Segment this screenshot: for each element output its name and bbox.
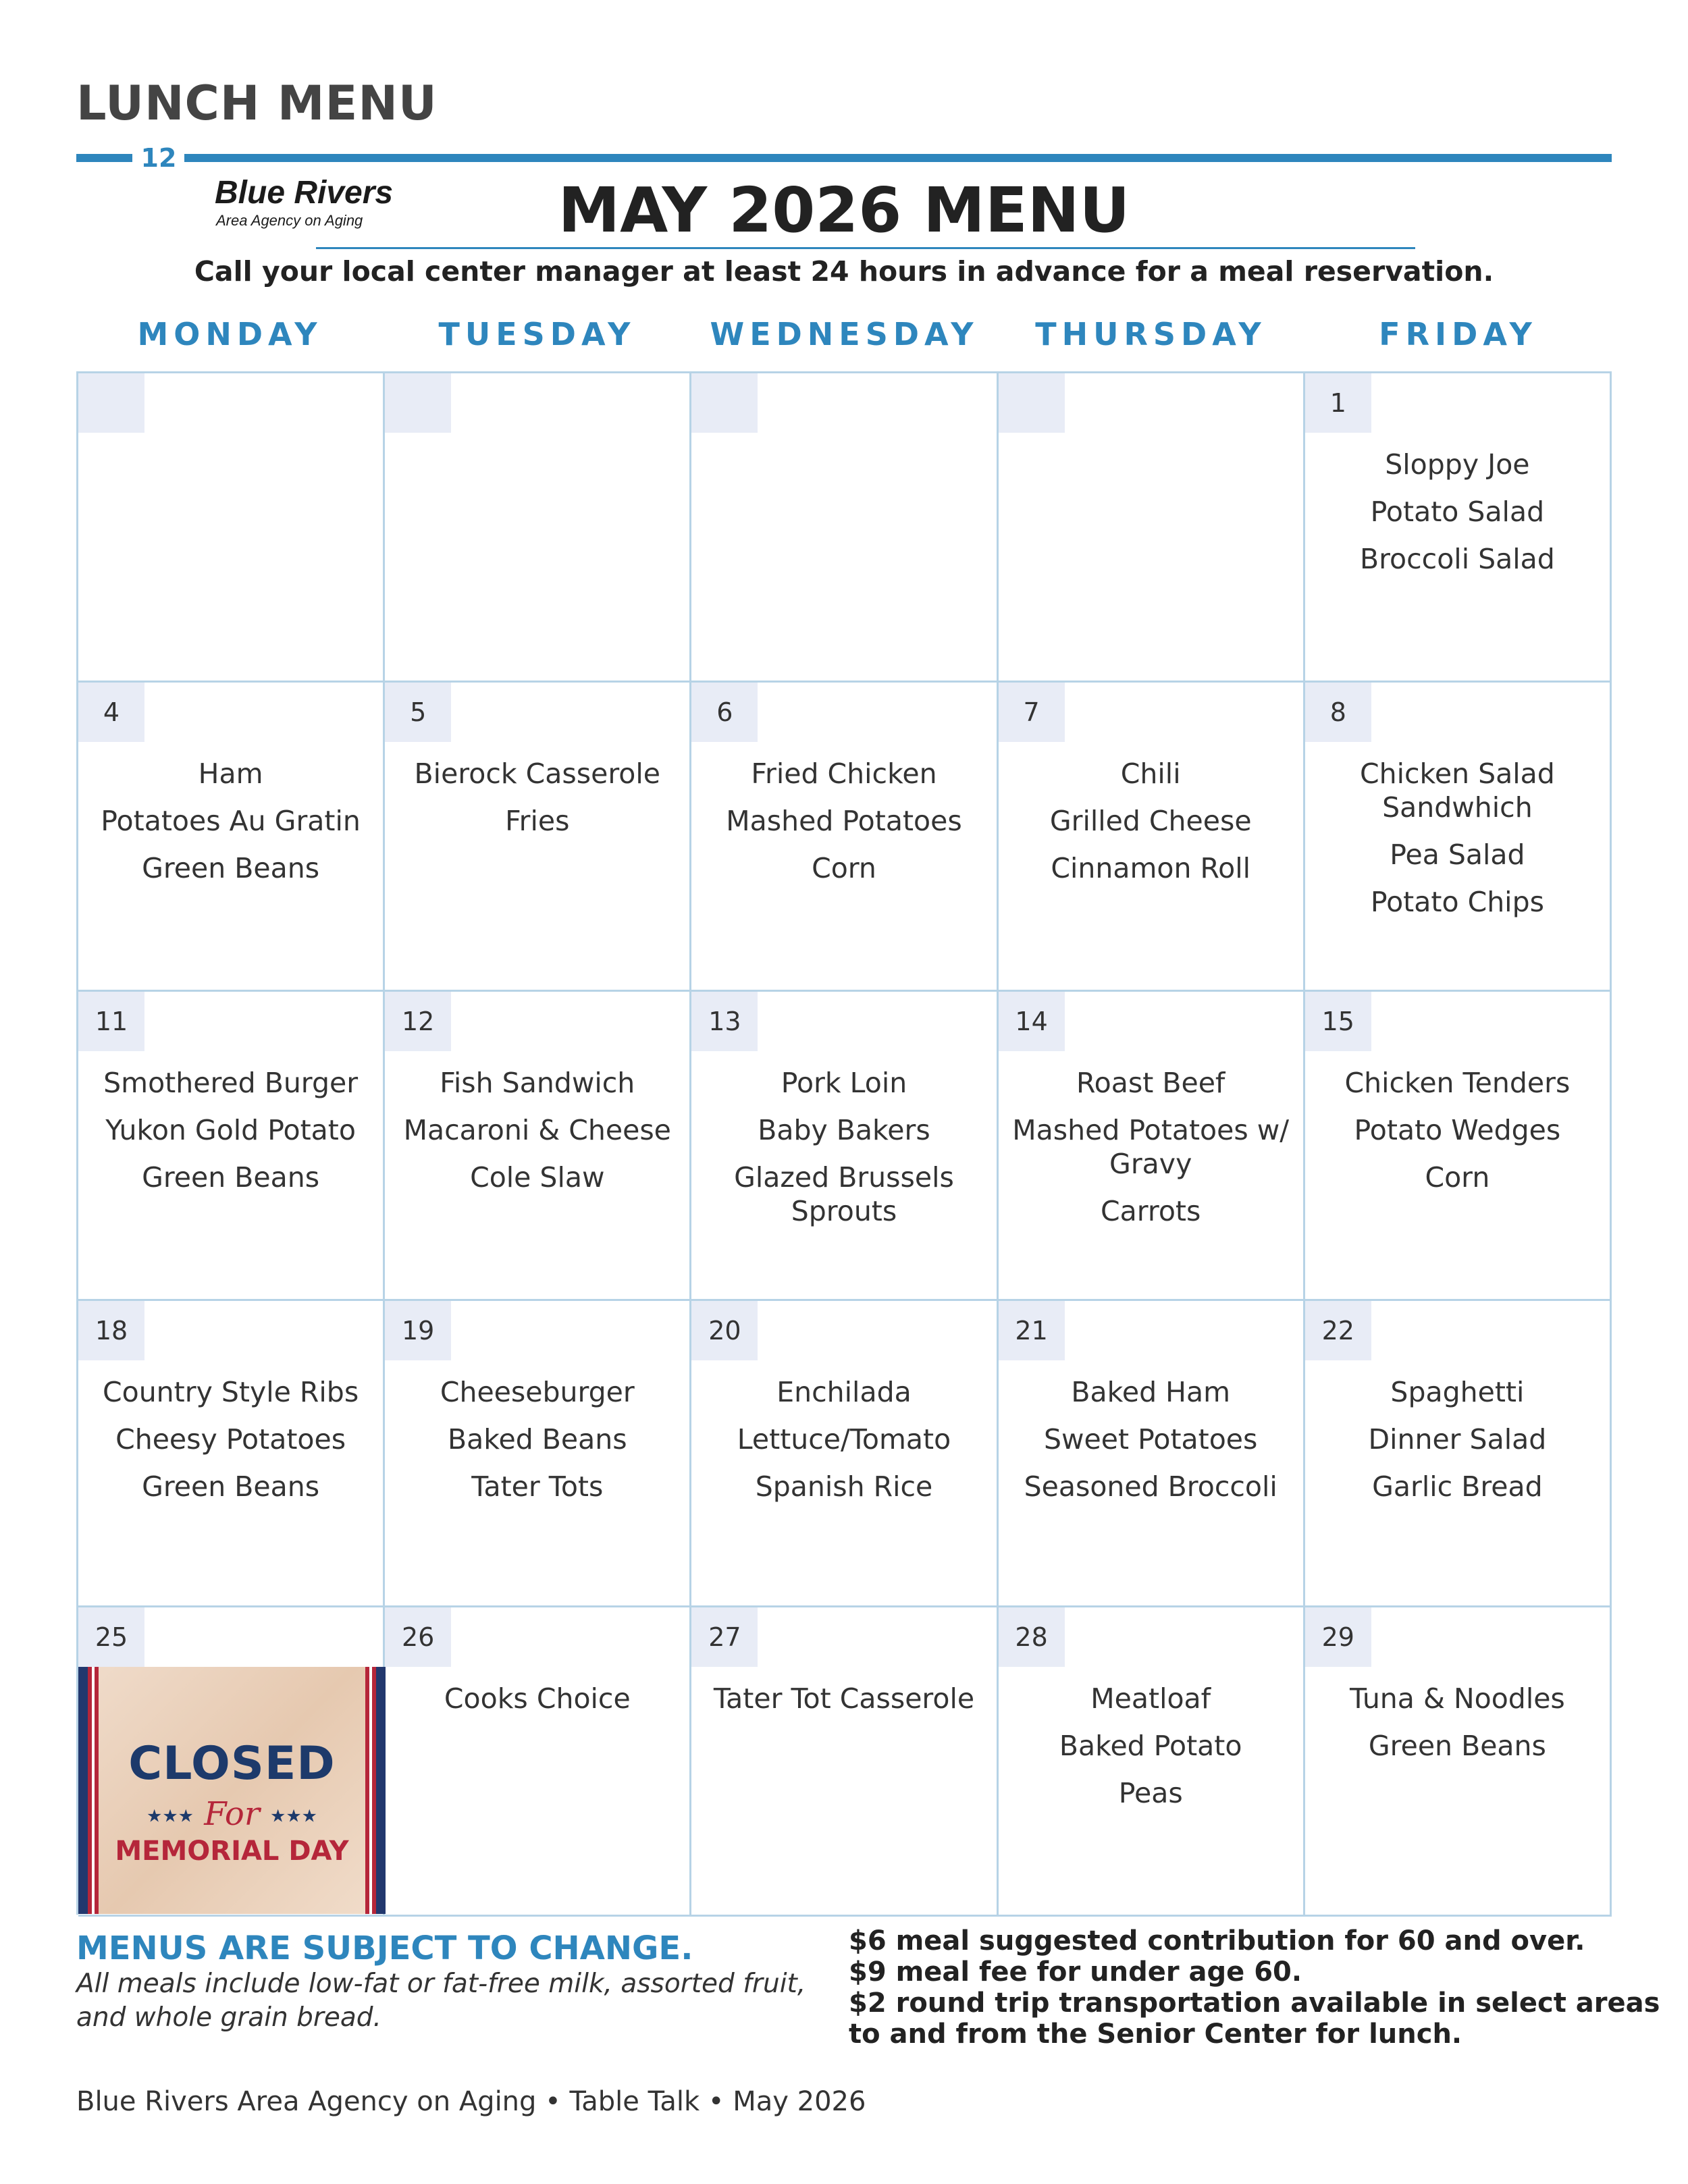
menu-item: Baked Potato <box>1059 1730 1242 1762</box>
menu-item-list <box>1305 1375 1610 1517</box>
menu-item-list <box>385 1682 689 1729</box>
agency-logo <box>215 177 393 230</box>
date-number: 21 <box>999 1301 1065 1360</box>
day-cell-thursday <box>999 1301 1305 1607</box>
section-title: LUNCH MENU <box>76 76 438 131</box>
closed-for-text: For <box>204 1795 260 1833</box>
menu-item: Carrots <box>1101 1195 1201 1227</box>
menu-item-list <box>999 757 1303 899</box>
day-cell-monday <box>78 373 385 683</box>
menu-item: Glazed Brussels Sprouts <box>734 1161 954 1227</box>
day-cell-friday <box>1305 373 1612 683</box>
menu-item: Tater Tot Casserole <box>713 1682 975 1715</box>
date-number: 18 <box>78 1301 144 1360</box>
menu-item: Mashed Potatoes <box>726 805 962 837</box>
date-number: 22 <box>1305 1301 1371 1360</box>
day-cell-wednesday <box>691 683 998 992</box>
date-number <box>78 373 144 433</box>
menu-item: Pea Salad <box>1390 838 1525 871</box>
date-number <box>691 373 758 433</box>
menu-item-list <box>78 1066 383 1208</box>
menu-item: Spaghetti <box>1390 1376 1525 1408</box>
logo-subtitle: Area Agency on Aging <box>216 212 363 229</box>
date-number <box>999 373 1065 433</box>
menu-item: Meatloaf <box>1090 1682 1211 1715</box>
menu-item: Fish Sandwich <box>440 1067 635 1099</box>
menu-item: Cheesy Potatoes <box>115 1423 346 1456</box>
day-cell-tuesday <box>385 683 691 992</box>
menu-item-list <box>1305 1682 1610 1776</box>
menu-item: Pork Loin <box>781 1067 907 1099</box>
day-cell-thursday <box>999 992 1305 1301</box>
date-number: 11 <box>78 992 144 1051</box>
menu-item: Seasoned Broccoli <box>1024 1470 1277 1503</box>
date-number: 6 <box>691 683 758 742</box>
menu-item: Baby Bakers <box>758 1114 930 1146</box>
day-cell-monday <box>78 1301 385 1607</box>
menu-item: Green Beans <box>142 1470 320 1503</box>
date-number: 5 <box>385 683 451 742</box>
menu-item: Green Beans <box>142 852 320 884</box>
date-number: 25 <box>78 1607 144 1667</box>
menu-item: Cheeseburger <box>440 1376 635 1408</box>
date-number: 28 <box>999 1607 1065 1667</box>
menu-item: Potato Wedges <box>1354 1114 1561 1146</box>
menu-item: Tuna & Noodles <box>1350 1682 1565 1715</box>
menu-item-list <box>385 1375 689 1517</box>
header-rule-left <box>76 154 132 162</box>
flag-border-left <box>78 1667 99 1914</box>
day-cell-monday <box>78 683 385 992</box>
day-cell-tuesday <box>385 1607 691 1917</box>
menu-item: Country Style Ribs <box>102 1376 359 1408</box>
menu-item: Garlic Bread <box>1372 1470 1543 1503</box>
menu-item: Potato Chips <box>1370 886 1544 918</box>
menu-item-list <box>385 1066 689 1208</box>
day-cell-thursday <box>999 683 1305 992</box>
date-number <box>385 373 451 433</box>
menu-item: Baked Ham <box>1071 1376 1231 1408</box>
menu-item-list <box>999 1375 1303 1517</box>
menu-item: Corn <box>1425 1161 1490 1194</box>
menu-item: Sloppy Joe <box>1385 448 1530 481</box>
menu-item-list <box>691 757 996 899</box>
menu-item: Cooks Choice <box>444 1682 631 1715</box>
menu-item: Potato Salad <box>1370 496 1545 528</box>
closed-for-line <box>78 1795 386 1833</box>
menu-title: MAY 2026 MENU <box>558 174 1130 246</box>
calendar-grid <box>76 371 1612 1915</box>
day-cell-friday <box>1305 1607 1612 1917</box>
date-number: 4 <box>78 683 144 742</box>
menu-item-list <box>1305 757 1610 932</box>
flag-border-right <box>365 1667 386 1914</box>
fee-line: $6 meal suggested contribution for 60 and over. <box>849 1925 1585 1956</box>
fee-info <box>849 1925 1660 2050</box>
menu-item: Broccoli Salad <box>1359 543 1555 575</box>
menu-item: Enchilada <box>776 1376 912 1408</box>
meals-note: All meals include low-fat or fat-free milk, assorted fruit, and whole grain bread. <box>76 1969 806 2033</box>
day-cell-monday <box>78 992 385 1301</box>
day-header-thursday: THURSDAY <box>1035 316 1267 352</box>
day-cell-wednesday <box>691 992 998 1301</box>
day-cell-tuesday <box>385 1301 691 1607</box>
menu-item-list <box>999 1682 1303 1823</box>
menu-item-list <box>691 1066 996 1242</box>
subject-to-change-heading: MENUS ARE SUBJECT TO CHANGE. <box>76 1929 693 1967</box>
day-cell-monday <box>78 1607 385 1917</box>
memorial-day-closed-banner <box>78 1667 386 1914</box>
menu-item: Chili <box>1120 757 1181 790</box>
menu-item: Bierock Casserole <box>414 757 661 790</box>
fee-line: to and from the Senior Center for lunch. <box>849 2019 1462 2050</box>
menu-item: Yukon Gold Potato <box>105 1114 356 1146</box>
menu-item: Corn <box>812 852 876 884</box>
menu-item: Potatoes Au Gratin <box>101 805 361 837</box>
menu-item-list <box>1305 1066 1610 1208</box>
menu-item: Lettuce/Tomato <box>737 1423 951 1456</box>
fee-line: $9 meal fee for under age 60. <box>849 1956 1302 1988</box>
reservation-note: Call your local center manager at least 24 hours in advance for a meal reservation. <box>194 255 1494 288</box>
stars-icon: ★★★ <box>270 1806 317 1827</box>
date-number: 20 <box>691 1301 758 1360</box>
menu-item: Tater Tots <box>471 1470 604 1503</box>
menu-item: Grilled Cheese <box>1049 805 1252 837</box>
day-header-tuesday: TUESDAY <box>438 316 636 352</box>
page-number: 12 <box>140 143 177 173</box>
stars-icon: ★★★ <box>147 1806 194 1827</box>
menu-item-list <box>691 1682 996 1729</box>
menu-item: Baked Beans <box>447 1423 627 1456</box>
header-rule-right <box>184 154 1612 162</box>
day-cell-thursday <box>999 1607 1305 1917</box>
menu-item: Green Beans <box>142 1161 320 1194</box>
menu-item: Chicken Tenders <box>1344 1067 1571 1099</box>
day-cell-friday <box>1305 1301 1612 1607</box>
date-number: 7 <box>999 683 1065 742</box>
menu-item: Ham <box>198 757 263 790</box>
day-cell-tuesday <box>385 992 691 1301</box>
menu-item-list <box>78 1375 383 1517</box>
menu-item: Macaroni & Cheese <box>403 1114 671 1146</box>
menu-item: Fried Chicken <box>751 757 937 790</box>
day-cell-tuesday <box>385 373 691 683</box>
menu-item: Mashed Potatoes w/ Gravy <box>1012 1114 1290 1180</box>
menu-item-list <box>999 1066 1303 1242</box>
menu-item: Cole Slaw <box>470 1161 605 1194</box>
date-number: 1 <box>1305 373 1371 433</box>
menu-item-list <box>78 757 383 899</box>
menu-item: Smothered Burger <box>103 1067 359 1099</box>
menu-item: Roast Beef <box>1076 1067 1225 1099</box>
day-cell-wednesday <box>691 373 998 683</box>
day-cell-wednesday <box>691 1607 998 1917</box>
date-number: 26 <box>385 1607 451 1667</box>
menu-item: Green Beans <box>1368 1730 1546 1762</box>
date-number: 14 <box>999 992 1065 1051</box>
menu-item: Chicken Salad Sandwhich <box>1360 757 1555 824</box>
menu-item: Sweet Potatoes <box>1043 1423 1258 1456</box>
date-number: 8 <box>1305 683 1371 742</box>
menu-item-list <box>691 1375 996 1517</box>
menu-item-list <box>1305 448 1610 589</box>
date-number: 15 <box>1305 992 1371 1051</box>
logo-name: Blue Rivers <box>215 175 394 211</box>
date-number: 13 <box>691 992 758 1051</box>
day-header-wednesday: WEDNESDAY <box>710 316 979 352</box>
menu-item: Fries <box>505 805 570 837</box>
menu-item: Spanish Rice <box>755 1470 933 1503</box>
menu-item-list <box>385 757 689 851</box>
holiday-name: MEMORIAL DAY <box>115 1836 349 1867</box>
date-number: 27 <box>691 1607 758 1667</box>
day-cell-wednesday <box>691 1301 998 1607</box>
date-number: 19 <box>385 1301 451 1360</box>
menu-item: Dinner Salad <box>1368 1423 1547 1456</box>
day-header-friday: FRIDAY <box>1379 316 1537 352</box>
day-cell-thursday <box>999 373 1305 683</box>
date-number: 29 <box>1305 1607 1371 1667</box>
menu-item: Peas <box>1118 1777 1183 1809</box>
fee-line: $2 round trip transportation available in select areas <box>849 1988 1660 2019</box>
date-number: 12 <box>385 992 451 1051</box>
day-cell-friday <box>1305 683 1612 992</box>
closed-text: CLOSED <box>128 1737 336 1790</box>
menu-item: Cinnamon Roll <box>1051 852 1251 884</box>
title-underline <box>316 247 1415 249</box>
day-header-monday: MONDAY <box>137 316 323 352</box>
page-footer: Blue Rivers Area Agency on Aging • Table Talk • May 2026 <box>76 2086 866 2117</box>
day-cell-friday <box>1305 992 1612 1301</box>
